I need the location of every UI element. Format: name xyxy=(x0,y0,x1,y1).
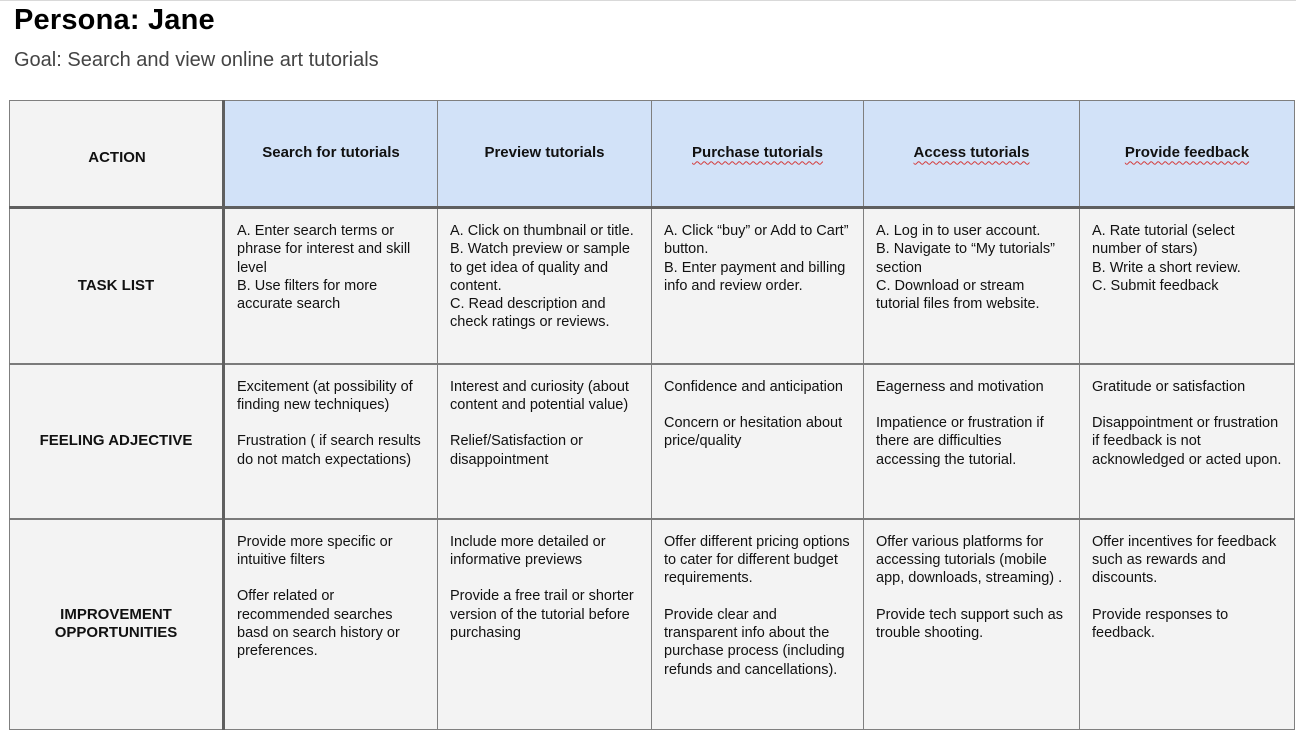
feeling-cell-purchase: Confidence and anticipation Concern or hesitation about price/quality xyxy=(652,364,864,519)
stage-header-access xyxy=(864,101,1080,208)
improvement-cell-search: Provide more specific or intuitive filters Offer related or recommended searches basd on search history or preferences. xyxy=(224,519,438,730)
feeling-cell-search: Excitement (at possibility of finding new techniques) Frustration ( if search results do not match expectations) xyxy=(224,364,438,519)
stage-header-search xyxy=(224,101,438,208)
stage-label: Search for tutorials xyxy=(262,144,400,162)
feeling-cell-preview: Interest and curiosity (about content and potential value) Relief/Satisfaction or disappointment xyxy=(438,364,652,519)
stage-label: Provide feedback xyxy=(1124,144,1250,162)
improvement-row xyxy=(10,519,1295,730)
task-list-row xyxy=(10,208,1295,364)
task-cell-search: A. Enter search terms or phrase for interest and skill level B. Use filters for more accurate search xyxy=(224,208,438,364)
stage-header-purchase xyxy=(652,101,864,208)
row-label-improvement: IMPROVEMENT OPPORTUNITIES xyxy=(10,519,224,730)
improvement-cell-access: Offer various platforms for accessing tutorials (mobile app, downloads, streaming) . Provide tech support such as trouble shooting. xyxy=(864,519,1080,730)
improvement-cell-preview: Include more detailed or informative previews Provide a free trail or shorter version of the tutorial before purchasing xyxy=(438,519,652,730)
task-cell-access: A. Log in to user account. B. Navigate to “My tutorials” section C. Download or stream tutorial files from website. xyxy=(864,208,1080,364)
feeling-cell-access: Eagerness and motivation Impatience or frustration if there are difficulties accessing the tutorial. xyxy=(864,364,1080,519)
task-cell-preview: A. Click on thumbnail or title. B. Watch preview or sample to get idea of quality and content. C. Read description and check ratings or reviews. xyxy=(438,208,652,364)
stage-header-feedback xyxy=(1080,101,1295,208)
stage-label: Preview tutorials xyxy=(484,144,605,162)
row-label-task-list: TASK LIST xyxy=(10,208,224,364)
persona-goal: Goal: Search and view online art tutorials xyxy=(14,49,379,71)
improvement-cell-feedback: Offer incentives for feedback such as rewards and discounts. Provide responses to feedback. xyxy=(1080,519,1295,730)
stage-header-preview xyxy=(438,101,652,208)
task-cell-feedback: A. Rate tutorial (select number of stars) B. Write a short review. C. Submit feedback xyxy=(1080,208,1295,364)
feeling-row xyxy=(10,364,1295,519)
header-row xyxy=(10,101,1295,208)
row-label-feeling: FEELING ADJECTIVE xyxy=(10,364,224,519)
top-divider xyxy=(0,0,1296,1)
feeling-cell-feedback: Gratitude or satisfaction Disappointment or frustration if feedback is not acknowledged or acted upon. xyxy=(1080,364,1295,519)
page-title: Persona: Jane xyxy=(14,4,215,36)
improvement-cell-purchase: Offer different pricing options to cater for different budget requirements. Provide clear and transparent info about the purchase process (including refunds and cancellations). xyxy=(652,519,864,730)
task-cell-purchase: A. Click “buy” or Add to Cart” button. B. Enter payment and billing info and review order. xyxy=(652,208,864,364)
journey-map-table xyxy=(9,100,1295,730)
action-header: ACTION xyxy=(10,101,224,208)
stage-label: Access tutorials xyxy=(913,144,1030,162)
stage-label: Purchase tutorials xyxy=(692,144,823,162)
